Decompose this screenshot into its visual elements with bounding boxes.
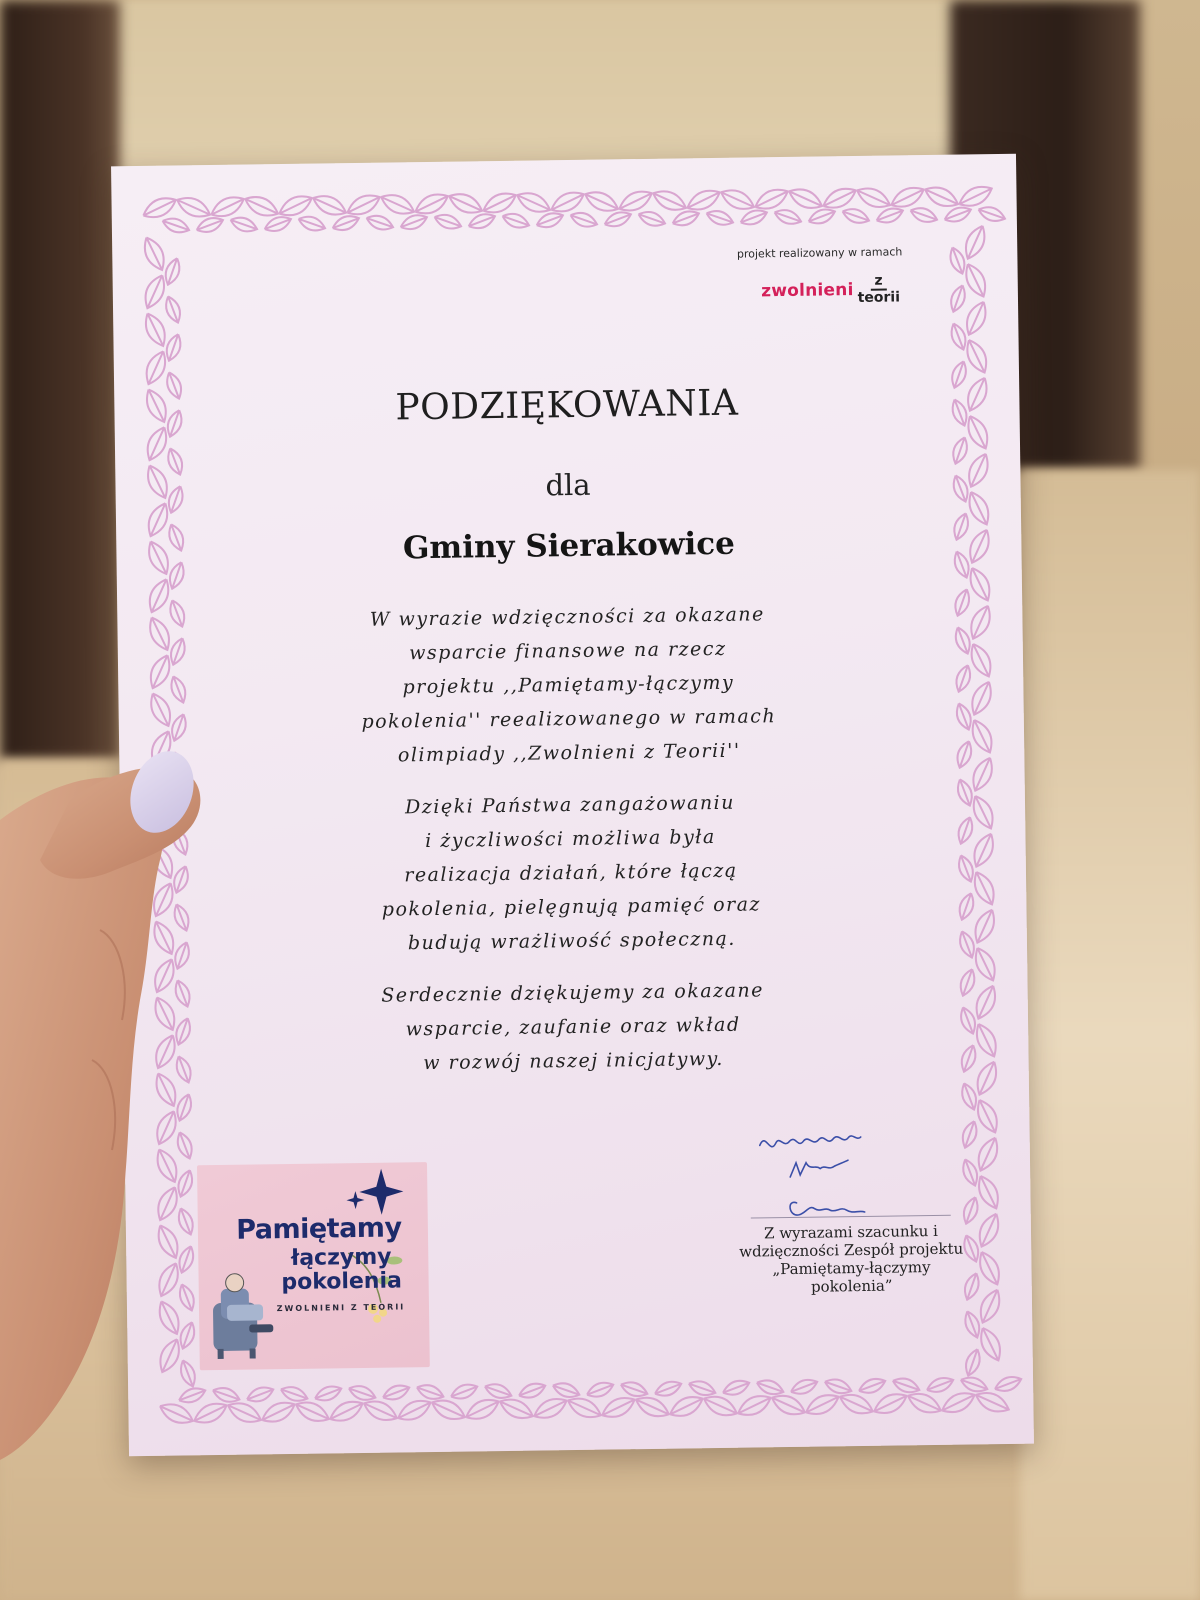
closing-line: wdzięczności Zespół projektu bbox=[739, 1239, 964, 1261]
paragraph-line: pokolenia'' reealizowanego w ramach bbox=[361, 705, 777, 733]
paragraph-line: Serdecznie dziękujemy za okazane bbox=[381, 979, 765, 1007]
closing-block bbox=[721, 1214, 982, 1297]
paragraph-thanks bbox=[312, 972, 833, 1081]
certificate-paper bbox=[111, 154, 1034, 1457]
project-logo-tagline: ZWOLNIENI Z TEORII bbox=[276, 1302, 406, 1314]
background-door-left bbox=[0, 0, 120, 760]
closing-line: „Pamiętamy-łączymy bbox=[772, 1258, 931, 1279]
paragraph-line: W wyrazie wdzięczności za okazane bbox=[369, 603, 765, 631]
paragraph-line: realizacja działań, które łączą bbox=[404, 859, 738, 887]
sponsor-logo-fraction bbox=[857, 273, 900, 306]
paragraph-line: Dzięki Państwa zangażowaniu bbox=[404, 791, 736, 819]
sponsor-logo bbox=[761, 273, 900, 307]
paragraph-line: budują wrażliwość społeczną. bbox=[407, 927, 737, 955]
paragraph-line: w rozwój naszej inicjatywy. bbox=[423, 1047, 725, 1075]
paragraph-line: wsparcie finansowe na rzecz bbox=[409, 637, 727, 665]
closing-line: pokolenia” bbox=[810, 1276, 893, 1296]
paragraph-line: pokolenia, pielęgnują pamięć oraz bbox=[381, 893, 762, 921]
certificate-title: PODZIĘKOWANIA bbox=[395, 382, 739, 429]
sponsor-caption: projekt realizowany w ramach bbox=[736, 245, 903, 261]
small-star-icon bbox=[346, 1191, 364, 1209]
project-logo-line1: Pamiętamy bbox=[236, 1212, 402, 1246]
sponsor-logo-brand: zwolnieni bbox=[761, 280, 854, 302]
background-floor-right bbox=[1020, 470, 1200, 1600]
certificate-for-word: dla bbox=[545, 467, 591, 503]
certificate-recipient: Gminy Sierakowice bbox=[402, 525, 736, 567]
paragraph-line: wsparcie, zaufanie oraz wkład bbox=[405, 1013, 741, 1041]
project-logo-line2: łączymy bbox=[290, 1244, 392, 1271]
paragraph-line: i życzliwości możliwa była bbox=[425, 826, 716, 853]
sponsor-logo-fraction-top: z bbox=[870, 274, 886, 291]
project-logo-line3: pokolenia bbox=[281, 1268, 403, 1296]
paragraph-gratitude bbox=[307, 596, 829, 773]
paragraph-engagement bbox=[310, 784, 832, 961]
sponsor-logo-fraction-bottom: teorii bbox=[857, 289, 901, 306]
project-logo bbox=[197, 1162, 430, 1370]
paragraph-line: projektu ,,Pamiętamy-łączymy bbox=[402, 671, 735, 699]
closing-line: Z wyrazami szacunku i bbox=[763, 1221, 939, 1243]
paragraph-line: olimpiady ,,Zwolnieni z Teorii'' bbox=[397, 739, 741, 767]
big-star-icon bbox=[359, 1168, 404, 1215]
